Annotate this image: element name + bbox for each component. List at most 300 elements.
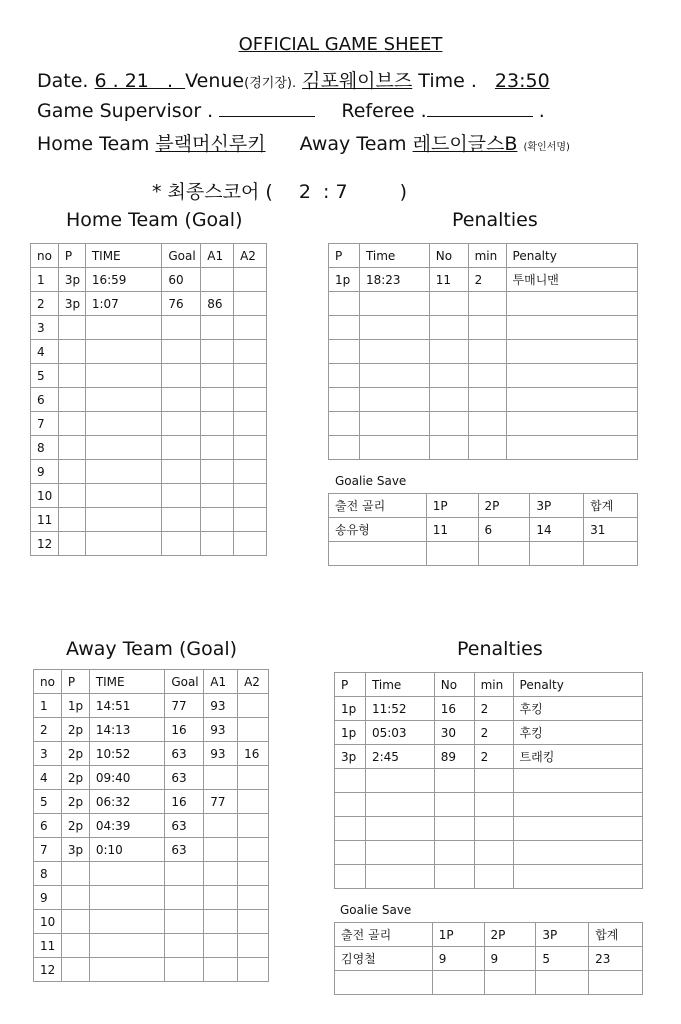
table-cell: 14:13 (89, 718, 165, 742)
table-cell: 86 (201, 292, 234, 316)
header-row (31, 244, 267, 268)
table-cell (162, 460, 201, 484)
table-cell (61, 862, 89, 886)
table-cell: 1p (335, 721, 366, 745)
table-cell (238, 862, 269, 886)
table-cell (429, 412, 468, 436)
table-cell (58, 388, 85, 412)
table-cell: 2 (474, 745, 513, 769)
away-team-label: Away Team (299, 133, 407, 155)
table-cell (234, 268, 267, 292)
table-cell (329, 436, 360, 460)
table-row (329, 316, 638, 340)
table-cell: 6 (31, 388, 59, 412)
table-cell (58, 412, 85, 436)
table-cell (429, 388, 468, 412)
table-cell (359, 412, 429, 436)
table-cell (89, 886, 165, 910)
table-cell: 76 (162, 292, 201, 316)
table-row (335, 971, 643, 995)
table-cell (506, 340, 637, 364)
table-cell (234, 340, 267, 364)
table-row (329, 364, 638, 388)
header-row (34, 670, 269, 694)
table-cell: 2p (61, 718, 89, 742)
table-cell (426, 542, 478, 566)
table-cell: 16 (238, 742, 269, 766)
table-cell (58, 484, 85, 508)
final-score (152, 177, 407, 204)
table-cell (429, 436, 468, 460)
table-row (34, 934, 269, 958)
table-cell: 16 (165, 790, 204, 814)
table-cell (201, 460, 234, 484)
away-goalie-save-label: Goalie Save (340, 903, 412, 917)
table-cell: 89 (434, 745, 474, 769)
table-cell (506, 412, 637, 436)
table-cell (513, 793, 642, 817)
table-cell (165, 862, 204, 886)
table-cell: 14:51 (89, 694, 165, 718)
table-row (329, 340, 638, 364)
table-cell (238, 694, 269, 718)
column-header: 1P (426, 494, 478, 518)
supervisor-blank (219, 98, 315, 117)
table-row (31, 436, 267, 460)
table-cell: 3p (58, 268, 85, 292)
table-cell (162, 436, 201, 460)
table-cell (506, 388, 637, 412)
table-cell: 93 (204, 694, 238, 718)
header-row (329, 244, 638, 268)
table-cell (162, 484, 201, 508)
home-penalties-table (328, 243, 638, 460)
column-header: Penalty (513, 673, 642, 697)
table-cell (204, 934, 238, 958)
table-cell (474, 769, 513, 793)
table-cell: 1p (61, 694, 89, 718)
table-cell: 2 (468, 268, 506, 292)
table-cell (85, 484, 162, 508)
table-row (31, 484, 267, 508)
table-cell (201, 268, 234, 292)
table-cell (201, 388, 234, 412)
table-cell (85, 364, 162, 388)
table-cell (429, 340, 468, 364)
table-cell (204, 958, 238, 982)
table-row (335, 745, 643, 769)
table-cell (201, 508, 234, 532)
table-cell (58, 460, 85, 484)
table-cell (478, 542, 530, 566)
header-line-date (37, 66, 550, 93)
table-cell (365, 769, 434, 793)
table-row (34, 790, 269, 814)
table-row (31, 268, 267, 292)
table-cell (234, 292, 267, 316)
table-cell (589, 971, 643, 995)
referee-label: Referee . (341, 100, 427, 122)
table-cell: 후킹 (513, 721, 642, 745)
table-cell: 11 (34, 934, 62, 958)
table-row (34, 838, 269, 862)
table-cell (162, 364, 201, 388)
table-cell (468, 388, 506, 412)
table-cell: 0:10 (89, 838, 165, 862)
table-cell (201, 364, 234, 388)
column-header: A1 (204, 670, 238, 694)
table-cell (165, 958, 204, 982)
column-header: 합계 (589, 923, 643, 947)
table-cell (162, 340, 201, 364)
table-row (335, 865, 643, 889)
table-cell (429, 364, 468, 388)
table-cell: 8 (31, 436, 59, 460)
column-header: TIME (89, 670, 165, 694)
table-cell (85, 412, 162, 436)
table-cell: 11 (429, 268, 468, 292)
table-cell: 10 (31, 484, 59, 508)
table-cell (530, 542, 584, 566)
column-header: 2P (484, 923, 536, 947)
table-cell: 16 (165, 718, 204, 742)
table-row (335, 697, 643, 721)
column-header: A2 (234, 244, 267, 268)
table-row (34, 718, 269, 742)
final-score-close: ) (399, 181, 408, 203)
home-goals-table (30, 243, 267, 556)
table-cell: 23 (589, 947, 643, 971)
table-cell: 31 (584, 518, 638, 542)
table-cell: 10:52 (89, 742, 165, 766)
referee-tail: . (538, 100, 545, 122)
table-cell (85, 460, 162, 484)
table-row (329, 436, 638, 460)
time-label: Time . (418, 70, 477, 92)
table-cell: 2p (61, 742, 89, 766)
venue-paren: (경기장). (244, 76, 297, 91)
column-header: A2 (238, 670, 269, 694)
table-cell (201, 412, 234, 436)
table-cell: 후킹 (513, 697, 642, 721)
table-cell: 6 (478, 518, 530, 542)
column-header: P (329, 244, 360, 268)
table-row (335, 817, 643, 841)
table-cell (468, 412, 506, 436)
column-header: Goal (165, 670, 204, 694)
table-cell (365, 793, 434, 817)
table-cell (238, 766, 269, 790)
table-cell: 7 (31, 412, 59, 436)
table-cell (329, 340, 360, 364)
column-header: Time (365, 673, 434, 697)
header-row (335, 923, 643, 947)
table-cell (165, 886, 204, 910)
table-cell (234, 364, 267, 388)
table-cell (238, 886, 269, 910)
table-cell (238, 958, 269, 982)
table-cell (513, 769, 642, 793)
column-header: 3P (530, 494, 584, 518)
table-cell (484, 971, 536, 995)
table-cell (429, 292, 468, 316)
table-cell (89, 910, 165, 934)
table-cell: 3 (34, 742, 62, 766)
table-row (34, 766, 269, 790)
date-label: Date. (37, 70, 89, 92)
home-goalie-table (328, 493, 638, 566)
away-penalties-table (334, 672, 643, 889)
table-cell: 2 (474, 721, 513, 745)
table-row (31, 316, 267, 340)
table-cell (85, 436, 162, 460)
table-cell (468, 316, 506, 340)
table-cell (432, 971, 484, 995)
table-cell (238, 814, 269, 838)
table-cell (335, 769, 366, 793)
table-cell (204, 766, 238, 790)
table-row (34, 742, 269, 766)
table-cell (201, 436, 234, 460)
table-cell (238, 718, 269, 742)
table-cell (365, 817, 434, 841)
away-goalie-table (334, 922, 643, 995)
table-cell (335, 971, 433, 995)
table-cell: 9 (34, 886, 62, 910)
table-cell (474, 817, 513, 841)
table-cell: 1p (329, 268, 360, 292)
table-cell (85, 532, 162, 556)
header-line-officials (37, 98, 545, 122)
table-cell: 2 (34, 718, 62, 742)
table-cell: 05:03 (365, 721, 434, 745)
table-cell (434, 865, 474, 889)
table-cell: 14 (530, 518, 584, 542)
table-cell (513, 817, 642, 841)
table-row (335, 721, 643, 745)
venue-value: 김포웨이브즈 (302, 70, 413, 92)
table-row (329, 268, 638, 292)
table-cell (89, 958, 165, 982)
column-header: No (434, 673, 474, 697)
table-cell (162, 316, 201, 340)
table-cell: 4 (34, 766, 62, 790)
column-header: P (58, 244, 85, 268)
column-header: min (468, 244, 506, 268)
home-team-label: Home Team (37, 133, 150, 155)
table-cell: 77 (204, 790, 238, 814)
table-cell (468, 364, 506, 388)
table-cell (335, 793, 366, 817)
table-cell (165, 910, 204, 934)
table-cell (234, 316, 267, 340)
table-cell (506, 316, 637, 340)
table-row (329, 292, 638, 316)
table-cell (85, 340, 162, 364)
table-cell (238, 838, 269, 862)
table-cell: 2p (61, 766, 89, 790)
table-cell: 8 (34, 862, 62, 886)
table-cell: 93 (204, 742, 238, 766)
column-header: 합계 (584, 494, 638, 518)
table-cell: 3p (58, 292, 85, 316)
column-header: min (474, 673, 513, 697)
table-cell: 93 (204, 718, 238, 742)
home-team-value: 블랙머신루키 (155, 133, 266, 155)
table-cell (204, 886, 238, 910)
table-cell: 12 (31, 532, 59, 556)
table-row (335, 769, 643, 793)
table-cell (536, 971, 589, 995)
column-header: 출전 골리 (335, 923, 433, 947)
table-cell (474, 841, 513, 865)
table-cell (201, 316, 234, 340)
table-cell (365, 841, 434, 865)
time-value: 23:50 (494, 70, 550, 92)
table-row (335, 793, 643, 817)
table-cell (58, 340, 85, 364)
table-cell: 2 (474, 697, 513, 721)
table-cell (468, 292, 506, 316)
table-row (31, 364, 267, 388)
column-header: 2P (478, 494, 530, 518)
table-cell (58, 532, 85, 556)
home-goalie-save-label: Goalie Save (335, 474, 407, 488)
final-score-label: * 최종스코어 ( (152, 181, 273, 203)
column-header: 출전 골리 (329, 494, 427, 518)
column-header: no (34, 670, 62, 694)
table-row (31, 292, 267, 316)
table-cell (335, 841, 366, 865)
table-cell (506, 436, 637, 460)
away-goals-heading: Away Team (Goal) (66, 638, 238, 660)
table-cell (329, 412, 360, 436)
column-header: no (31, 244, 59, 268)
table-cell: 3p (335, 745, 366, 769)
table-cell (238, 790, 269, 814)
table-cell (329, 316, 360, 340)
table-cell: 9 (31, 460, 59, 484)
table-cell: 11 (426, 518, 478, 542)
table-cell (434, 817, 474, 841)
table-row (34, 862, 269, 886)
table-cell (162, 532, 201, 556)
table-cell (468, 340, 506, 364)
table-cell (204, 814, 238, 838)
table-row (34, 694, 269, 718)
table-row (335, 947, 643, 971)
table-cell (234, 484, 267, 508)
column-header: Goal (162, 244, 201, 268)
table-cell: 77 (165, 694, 204, 718)
table-cell (204, 862, 238, 886)
table-cell (58, 436, 85, 460)
table-cell (85, 316, 162, 340)
table-cell (61, 910, 89, 934)
table-cell (61, 886, 89, 910)
table-cell (89, 862, 165, 886)
away-goals-table (33, 669, 269, 982)
table-cell (204, 838, 238, 862)
table-cell (85, 388, 162, 412)
table-cell (468, 436, 506, 460)
column-header: 3P (536, 923, 589, 947)
column-header: A1 (201, 244, 234, 268)
table-cell (434, 841, 474, 865)
table-cell: 16 (434, 697, 474, 721)
table-cell (89, 934, 165, 958)
table-cell (329, 542, 427, 566)
table-cell (434, 793, 474, 817)
table-cell: 06:32 (89, 790, 165, 814)
supervisor-label: Game Supervisor . (37, 100, 214, 122)
table-cell (162, 412, 201, 436)
home-goals-heading: Home Team (Goal) (66, 209, 243, 231)
table-cell (238, 934, 269, 958)
table-cell (329, 388, 360, 412)
table-cell (58, 316, 85, 340)
table-cell: 5 (31, 364, 59, 388)
table-cell: 11 (31, 508, 59, 532)
referee-blank (427, 98, 533, 117)
table-cell: 7 (34, 838, 62, 862)
column-header: P (61, 670, 89, 694)
table-cell (506, 364, 637, 388)
table-cell (201, 532, 234, 556)
table-cell (506, 292, 637, 316)
table-row (34, 814, 269, 838)
table-cell (359, 388, 429, 412)
table-cell: 2:45 (365, 745, 434, 769)
table-cell (359, 340, 429, 364)
table-cell: 60 (162, 268, 201, 292)
table-cell (201, 340, 234, 364)
table-cell: 30 (434, 721, 474, 745)
date-value: 6 . 21 . (94, 70, 186, 92)
table-cell (162, 508, 201, 532)
table-cell (234, 412, 267, 436)
table-cell (474, 865, 513, 889)
table-cell: 63 (165, 814, 204, 838)
table-row (329, 542, 638, 566)
venue-label: Venue (185, 70, 245, 92)
column-header: 1P (432, 923, 484, 947)
table-cell (58, 508, 85, 532)
table-cell (513, 841, 642, 865)
table-row (31, 460, 267, 484)
table-cell (61, 934, 89, 958)
table-cell: 1 (31, 268, 59, 292)
table-cell (513, 865, 642, 889)
table-row (34, 958, 269, 982)
table-cell: 5 (536, 947, 589, 971)
header-line-teams (37, 129, 570, 156)
table-cell (335, 817, 366, 841)
table-cell (165, 934, 204, 958)
table-cell: 18:23 (359, 268, 429, 292)
table-cell (434, 769, 474, 793)
table-cell (162, 388, 201, 412)
table-cell: 63 (165, 838, 204, 862)
table-row (31, 532, 267, 556)
table-row (34, 910, 269, 934)
table-cell (359, 364, 429, 388)
table-cell (234, 532, 267, 556)
signature-note: (확인서명) (523, 142, 570, 153)
table-row (34, 886, 269, 910)
table-cell (359, 436, 429, 460)
table-cell (365, 865, 434, 889)
